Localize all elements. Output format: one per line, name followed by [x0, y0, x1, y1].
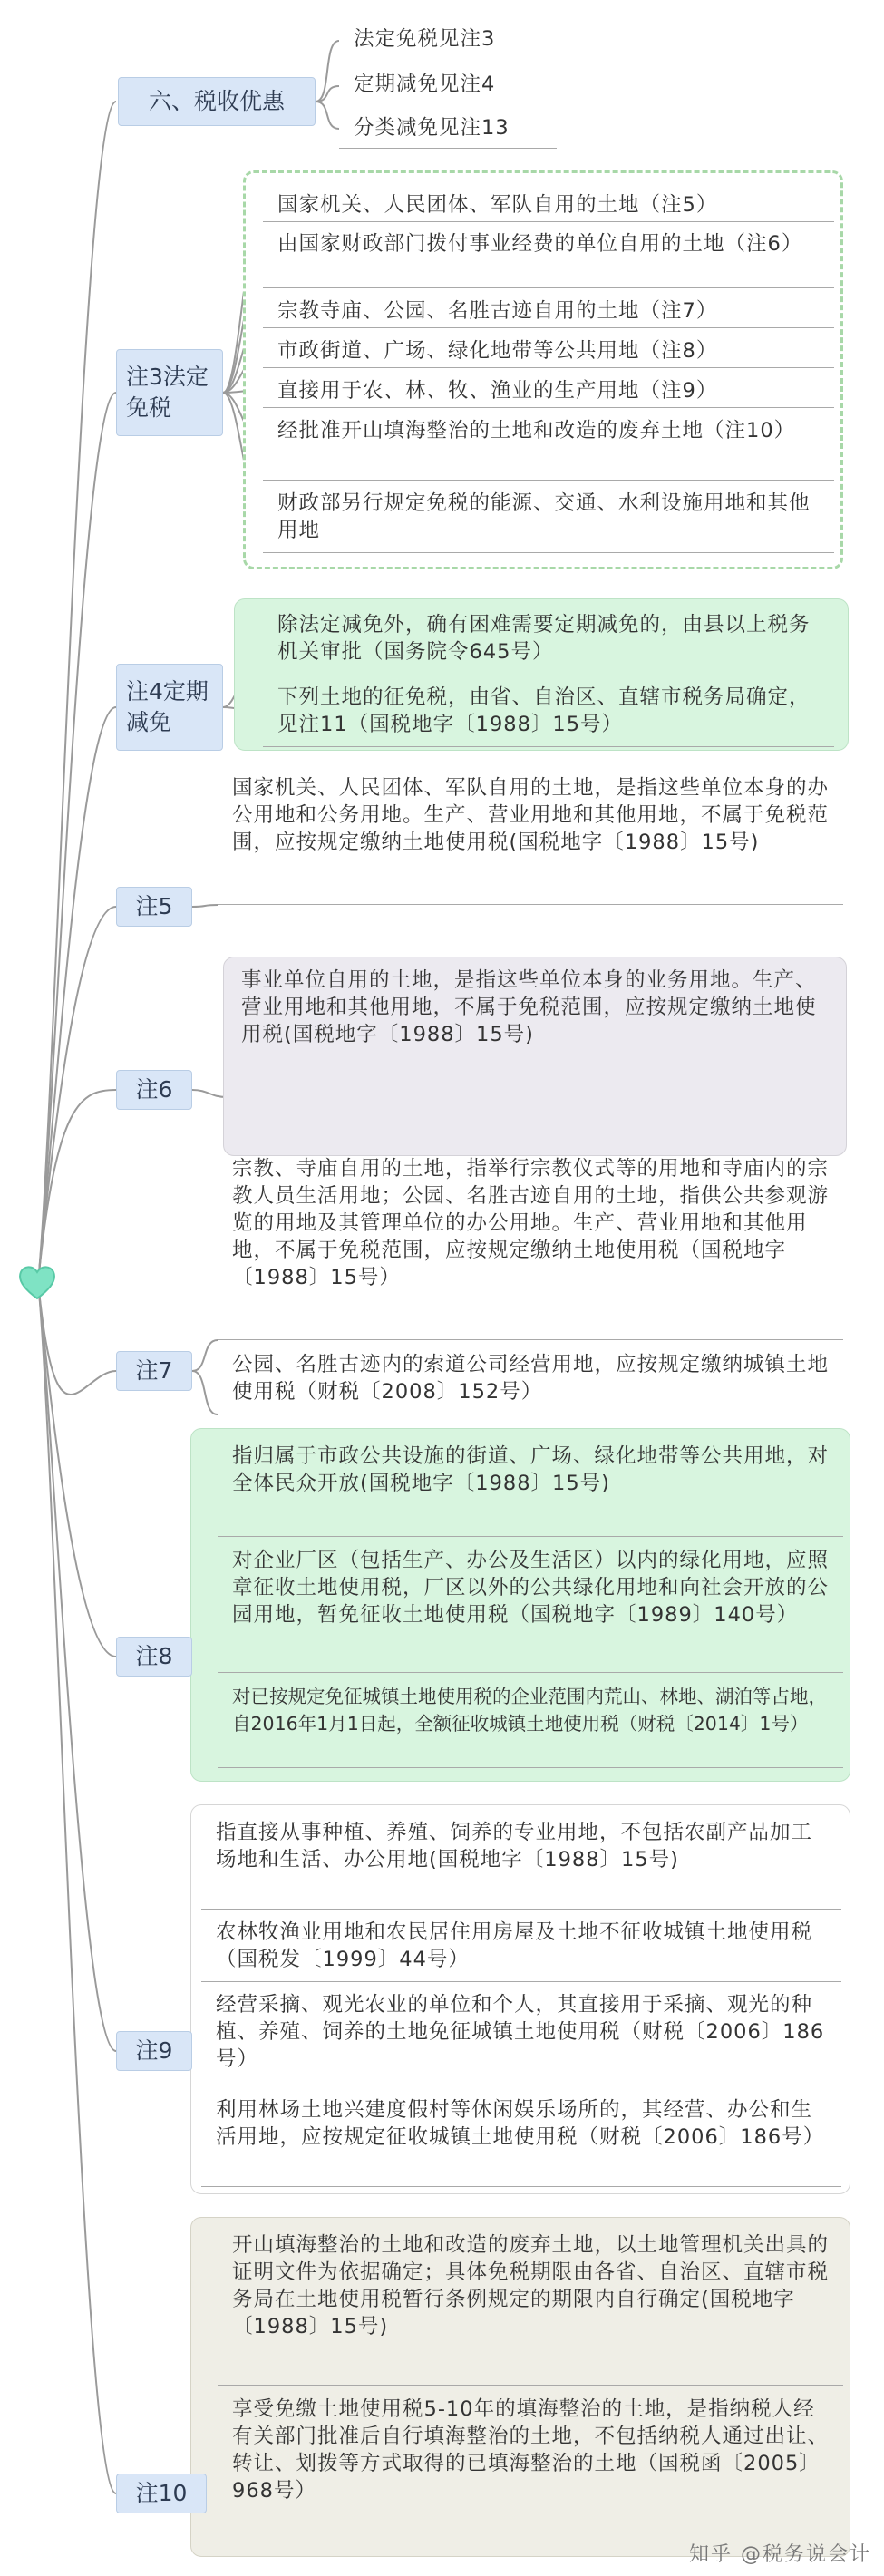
leaf-item: 直接用于农、林、牧、渔业的生产用地（注9） — [263, 372, 834, 408]
leaf-item: 经营采摘、观光农业的单位和个人，其直接用于采摘、观光的种植、养殖、饲养的土地免征城镇土地使用税（财税〔2006〕186号） — [201, 1986, 841, 2085]
leaf-item: 公园、名胜古迹内的索道公司经营用地，应按规定缴纳城镇土地使用税（财税〔2008〕152号） — [218, 1346, 843, 1414]
node-note9[interactable]: 注9 — [116, 2031, 192, 2071]
leaf-item: 农林牧渔业用地和农民居住用房屋及土地不征收城镇土地使用税（国税发〔1999〕44号） — [201, 1913, 841, 1982]
leaf-item: 由国家财政部门拨付事业经费的单位自用的土地（注6） — [263, 225, 834, 288]
heart-icon[interactable] — [16, 1262, 58, 1302]
leaf-item: 国家机关、人民团体、军队自用的土地，是指这些单位本身的办公用地和公务用地。生产、营业用地和其他用地，不属于免税范围，应按规定缴纳土地使用税(国税地字〔1988〕15号) — [218, 769, 843, 905]
node-note6[interactable]: 注6 — [116, 1070, 192, 1110]
leaf-item: 指直接从事种植、养殖、饲养的专业用地，不包括农副产品加工场地和生活、办公用地(国税地字〔1988〕15号) — [201, 1813, 841, 1910]
leaf-item: 下列土地的征免税，由省、自治区、直辖市税务局确定，见注11（国税地字〔1988〕15号） — [263, 678, 834, 747]
leaf-item: 国家机关、人民团体、军队自用的土地（注5） — [263, 186, 834, 222]
leaf-item: 定期减免见注4 — [354, 73, 496, 96]
node-tax-preference[interactable]: 六、税收优惠 — [118, 77, 316, 126]
leaf-item: 法定免税见注3 — [354, 27, 496, 51]
connector-n5-0 — [192, 905, 218, 907]
watermark-text: 知乎 @税务说会计 — [689, 2543, 871, 2566]
leaf-item: 对已按规定免征城镇土地使用税的企业范围内荒山、林地、湖泊等占地，自2016年1月1日起，全额征收城镇土地使用税（财税〔2014〕1号） — [218, 1677, 843, 1768]
node-note3[interactable]: 注3法定免税 — [116, 349, 223, 436]
leaf-item: 事业单位自用的土地，是指这些单位本身的业务用地。生产、营业用地和其他用地，不属于免税范围，应按规定缴纳土地使用税(国税地字〔1988〕15号) — [241, 968, 817, 1046]
leaf-item: 宗教、寺庙自用的土地，指举行宗教仪式等的用地和寺庙内的宗教人员生活用地；公园、名胜古迹自用的土地，指供公共参观游览的用地及其管理单位的办公用地。生产、营业用地和其他用地，不属于免税范围，应按规定缴纳土地使用税（国税地字〔1988〕15号） — [218, 1150, 843, 1340]
leaf-item: 分类减免见注13 — [339, 109, 557, 149]
node-note8[interactable]: 注8 — [116, 1637, 192, 1677]
connector-root-8 — [38, 1282, 116, 2493]
connector-n7-0 — [192, 1340, 218, 1371]
connector-n7-1 — [192, 1371, 218, 1414]
leaf-item: 除法定减免外，确有困难需要定期减免的，由县以上税务机关审批（国务院令645号） — [277, 613, 811, 664]
leaf-item: 开山填海整治的土地和改造的废弃土地，以土地管理机关出具的证明文件为依据确定；具体免税期限由各省、自治区、直辖市税务局在土地使用税暂行条例规定的期限内自行确定(国税地字〔1988〕15号) — [218, 2226, 843, 2386]
leaf-item: 宗教寺庙、公园、名胜古迹自用的土地（注7） — [263, 292, 834, 328]
leaf-item: 指归属于市政公共设施的街道、广场、绿化地带等公共用地，对全体民众开放(国税地字〔1988〕15号) — [218, 1437, 843, 1537]
node-note4[interactable]: 注4定期减免 — [116, 664, 223, 751]
node-note5[interactable]: 注5 — [116, 887, 192, 927]
leaf-item: 利用林场土地兴建度假村等休闲娱乐场所的，其经营、办公和生活用地，应按规定征收城镇土地使用税（财税〔2006〕186号） — [201, 2091, 841, 2187]
connector-n6b-0 — [192, 1090, 227, 1097]
leaf-item: 对企业厂区（包括生产、办公及生活区）以内的绿化用地，应照章征收土地使用税，厂区以外的公共绿化用地和向社会开放的公园用地，暂免征收土地使用税（国税地字〔1989〕140号） — [218, 1541, 843, 1673]
node-note10[interactable]: 注10 — [116, 2474, 207, 2513]
leaf-item: 市政街道、广场、绿化地带等公共用地（注8） — [263, 332, 834, 368]
leaf-item: 财政部另行规定免税的能源、交通、水利设施用地和其他用地 — [263, 484, 834, 553]
connector-n6-2 — [316, 102, 339, 129]
leaf-item: 经批准开山填海整治的土地和改造的废弃土地（注10） — [263, 412, 834, 481]
leaf-item: 享受免缴土地使用税5-10年的填海整治的土地，是指纳税人经有关部门批准后自行填海整治的土地，不包括纳税人通过出让、转让、划拨等方式取得的已填海整治的土地（国税函〔2005〕968号） — [232, 2397, 830, 2503]
node-note7[interactable]: 注7 — [116, 1351, 192, 1391]
